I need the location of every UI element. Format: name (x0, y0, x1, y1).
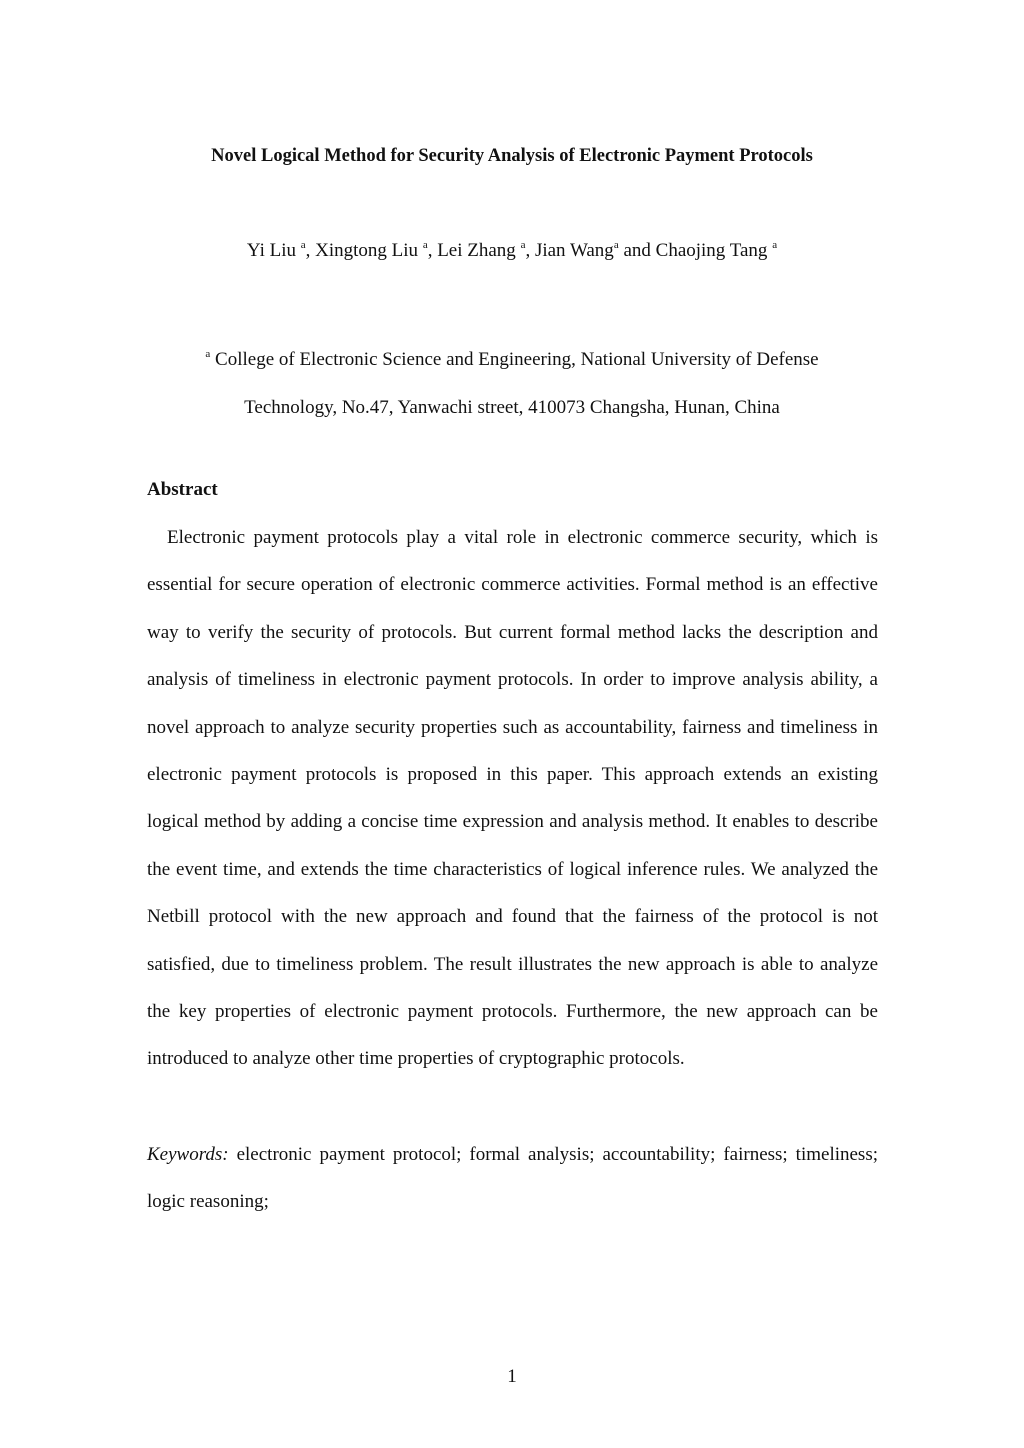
author-name: Yi Liu (246, 240, 296, 261)
abstract-heading: Abstract (147, 479, 218, 500)
keywords (147, 1131, 878, 1226)
author-affiliation-marker: a (772, 239, 778, 251)
author-list (0, 240, 1024, 262)
author-affiliation-marker: a (520, 239, 526, 251)
author-affiliation-marker: a (300, 239, 306, 251)
author-separator: , (525, 240, 535, 261)
author-separator: , (427, 240, 438, 261)
keywords-label: Keywords: (147, 1144, 229, 1165)
author-affiliation-marker: a (422, 239, 428, 251)
affiliation-text-1: College of Electronic Science and Engineering, National University of Defense (215, 349, 819, 370)
author-name: Xingtong Liu (315, 240, 419, 261)
keywords-text: electronic payment protocol; formal analysis; accountability; fairness; timeliness; logic reasoning; (147, 1144, 878, 1213)
author-name: Lei Zhang (437, 240, 516, 261)
author-separator: , (305, 240, 316, 261)
paper-title: Novel Logical Method for Security Analysis of Electronic Payment Protocols (211, 146, 813, 166)
affiliation-line-2: Technology, No.47, Yanwachi street, 410073 Changsha, Hunan, China (244, 397, 780, 418)
author-name: Chaojing Tang (655, 240, 768, 261)
author-name: Jian Wang (534, 240, 614, 261)
author-affiliation-marker: a (613, 239, 619, 251)
affiliation (0, 336, 1024, 432)
affiliation-marker: a (205, 348, 211, 360)
page-number: 1 (507, 1366, 517, 1387)
abstract-text: Electronic payment protocols play a vital role in electronic commerce security, which is essential for secure operation of electronic commerce activities. Formal method is an effective way to verify the security of protocols. But current formal method lacks the description and analysis of timeliness in electronic payment protocols. In order to improve analysis ability, a novel approach to analyze security properties such as accountability, fairness and timeliness in electronic payment protocols is proposed in this paper. This approach extends an existing logical method by adding a concise time expression and analysis method. It enables to describe the event time, and extends the time characteristics of logical inference rules. We analyzed the Netbill protocol with the new approach and found that the fairness of the protocol is not satisfied, due to timeliness problem. The result illustrates the new approach is able to analyze the key properties of electronic payment protocols. Furthermore, the new approach can be introduced to analyze other time properties of cryptographic protocols. (147, 527, 878, 1070)
author-separator: and (618, 240, 656, 261)
affiliation-line-1 (0, 336, 1024, 384)
